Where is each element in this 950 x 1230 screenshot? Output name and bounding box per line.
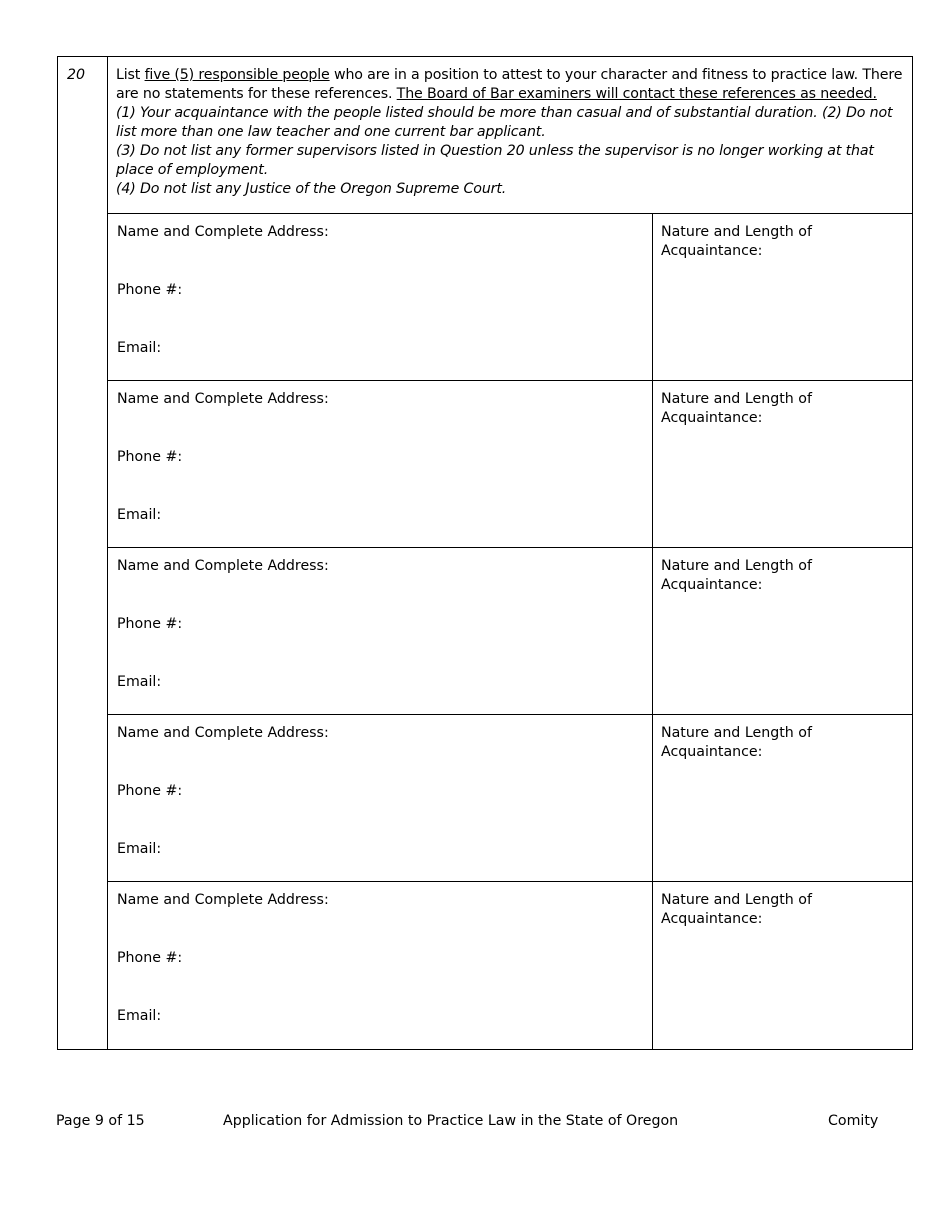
reference-contact-cell[interactable] (108, 381, 653, 547)
question-number (58, 57, 108, 1049)
five-people-emphasis: five (5) responsible people (144, 67, 330, 83)
instruction-note-1: (1) Your acquaintance with the people listed should be more than casual and of substantial duration. (2) Do not list more than one law teacher and one current bar applicant. (116, 105, 893, 140)
references-table (57, 56, 913, 1050)
name-address-label: Name and Complete Address: (117, 224, 329, 240)
reference-list (108, 214, 912, 1049)
reference-contact-cell[interactable] (108, 214, 653, 380)
document-title: Application for Admission to Practice Law in the State of Oregon (223, 1113, 679, 1129)
nature-length-label: Nature and Length of Acquaintance: (661, 558, 812, 593)
question-number-text: 20 (67, 67, 86, 83)
page-number: Page 9 of 15 (56, 1113, 145, 1129)
email-label: Email: (117, 1008, 162, 1024)
phone-label: Phone #: (117, 282, 183, 298)
name-address-label: Name and Complete Address: (117, 725, 329, 741)
intro-text-middle: who are in a position to attest to your character and fitness to practice law. There are no statements for these references. (116, 67, 903, 102)
acquaintance-cell[interactable] (653, 381, 912, 547)
reference-row-2 (108, 381, 912, 548)
board-contact-emphasis: The Board of Bar examiners will contact these references as needed. (396, 86, 877, 102)
name-address-label: Name and Complete Address: (117, 391, 329, 407)
reference-row-4 (108, 715, 912, 882)
email-label: Email: (117, 340, 162, 356)
acquaintance-cell[interactable] (653, 715, 912, 881)
phone-label: Phone #: (117, 449, 183, 465)
reference-contact-cell[interactable] (108, 715, 653, 881)
nature-length-label: Nature and Length of Acquaintance: (661, 892, 812, 927)
nature-length-label: Nature and Length of Acquaintance: (661, 224, 812, 259)
acquaintance-cell[interactable] (653, 548, 912, 714)
instructions-intro (116, 66, 906, 104)
page-footer (0, 1112, 950, 1132)
reference-row-3 (108, 548, 912, 715)
email-label: Email: (117, 674, 162, 690)
application-type: Comity (828, 1113, 879, 1129)
name-address-label: Name and Complete Address: (117, 558, 329, 574)
name-address-label: Name and Complete Address: (117, 892, 329, 908)
intro-text-start: List (116, 67, 145, 83)
instruction-note-3: (4) Do not list any Justice of the Oregon Supreme Court. (116, 181, 507, 197)
reference-row-5 (108, 882, 912, 1049)
reference-contact-cell[interactable] (108, 882, 653, 1049)
phone-label: Phone #: (117, 783, 183, 799)
acquaintance-cell[interactable] (653, 214, 912, 380)
email-label: Email: (117, 507, 162, 523)
reference-row-1 (108, 214, 912, 381)
question-instructions (108, 57, 912, 214)
nature-length-label: Nature and Length of Acquaintance: (661, 391, 812, 426)
phone-label: Phone #: (117, 616, 183, 632)
reference-contact-cell[interactable] (108, 548, 653, 714)
instruction-note-2: (3) Do not list any former supervisors listed in Question 20 unless the supervisor is no longer working at that place of employment. (116, 143, 874, 178)
phone-label: Phone #: (117, 950, 183, 966)
email-label: Email: (117, 841, 162, 857)
nature-length-label: Nature and Length of Acquaintance: (661, 725, 812, 760)
acquaintance-cell[interactable] (653, 882, 912, 1049)
